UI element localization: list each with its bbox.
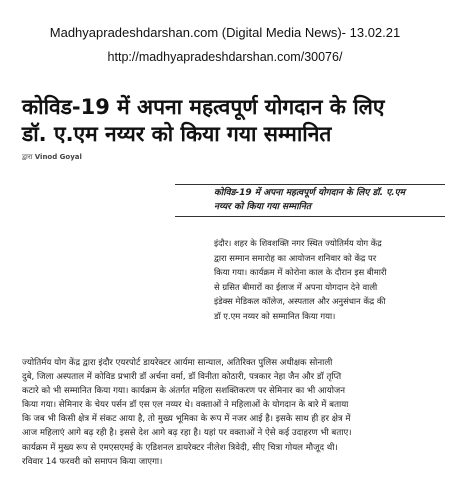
paragraph-line: से ग्रसित बीमारों का ईलाज में अपना योगदान देने वाली — [214, 281, 378, 292]
paragraph-line: कटारे को भी सम्मानित किया गया। कार्यक्रम के अंतर्गत महिला सशक्तिकरण पर सेमिनार का भी आयोजन — [22, 386, 346, 397]
byline — [22, 153, 82, 162]
article-lead — [214, 186, 446, 214]
paragraph-line: किया गया। सेमिनार के चेयर पर्सन डॉ एस एल नय्यर थे। वक्ताओं ने महिलाओं के योगदान के बारे में बताया — [22, 400, 349, 411]
lead-line-2: नय्यर को किया गया सम्मानित — [214, 202, 311, 212]
paragraph-line: ज्योतिर्मय योग केंद्र द्वारा इंदौर एयरपोर्ट डायरेक्टर आर्यमा सान्याल, अतिरिक्त पुलिस अधीक्षक सोनाली — [22, 358, 333, 368]
paragraph-line: इंडेक्स मेडिकल कॉलेज, अस्पताल और अनुसंधान केंद्र की — [214, 296, 386, 307]
article-paragraph-2 — [22, 356, 448, 469]
headline-line-1: कोविड-19 में अपना महत्वपूर्ण योगदान के लिए — [22, 95, 385, 119]
byline-author: Vinod Goyal — [34, 153, 82, 161]
paragraph-line: कि जब भी किसी क्षेत्र में संकट आया है, तो मुख्य भूमिका के रूप में नजर आई है। इसके साथ ही हर क्षेत्र में — [22, 414, 351, 425]
paragraph-line: किया गया। कार्यक्रम में कोरोना काल के दौरान इस बीमारी — [214, 267, 387, 278]
source-url[interactable]: http://madhyapradeshdarshan.com/30076/ — [107, 50, 343, 64]
byline-prefix: द्वारा — [22, 153, 33, 161]
source-header: Madhyapradeshdarshan.com (Digital Media News)- 13.02.21 — [49, 25, 401, 40]
paragraph-line: दुबे, जिला अस्पताल में कोविड प्रभारी डॉ अर्चना वर्मा, डॉ विनीता कोठारी, पत्रकार नेहा जैन और डॉ तृप्ति — [22, 372, 342, 383]
lead-top-divider — [175, 184, 445, 185]
lead-bottom-divider — [175, 216, 445, 217]
paragraph-line: डॉ ए.एम नय्यर को सम्मानित किया गया। — [214, 310, 336, 321]
paragraph-line: द्वारा सम्मान समारोह का आयोजन शनिवार को केंद्र पर — [214, 252, 377, 263]
paragraph-line: कार्यक्रम में मुख्य रूप से एमएसएमई के एडिशनल डायरेक्टर नीलेश त्रिवेदी, सीए चित्रा गोयल मौजूद थी। — [22, 442, 338, 453]
paragraph-line: आज महिलाएं आगे बढ़ रही है। इससे देश आगे बढ़ रहा है। यहां पर वक्ताओं ने ऐसे कई उदाहरण भी बताए। — [22, 428, 352, 439]
article-headline — [22, 94, 442, 148]
lead-line-1: कोविड-19 में अपना महत्वपूर्ण योगदान के लिए डॉ. ए.एम — [214, 188, 405, 198]
headline-line-2: डॉ. ए.एम नय्यर को किया गया सम्मानित — [22, 122, 332, 146]
article-paragraph-1 — [214, 236, 448, 324]
paragraph-line: इंदौर। शहर के शिवशक्ति नगर स्थित ज्योतिर्मय योग केंद्र — [214, 238, 382, 248]
paragraph-line: रविवार 14 फरवरी को समापन किया जाएगा। — [22, 456, 163, 467]
